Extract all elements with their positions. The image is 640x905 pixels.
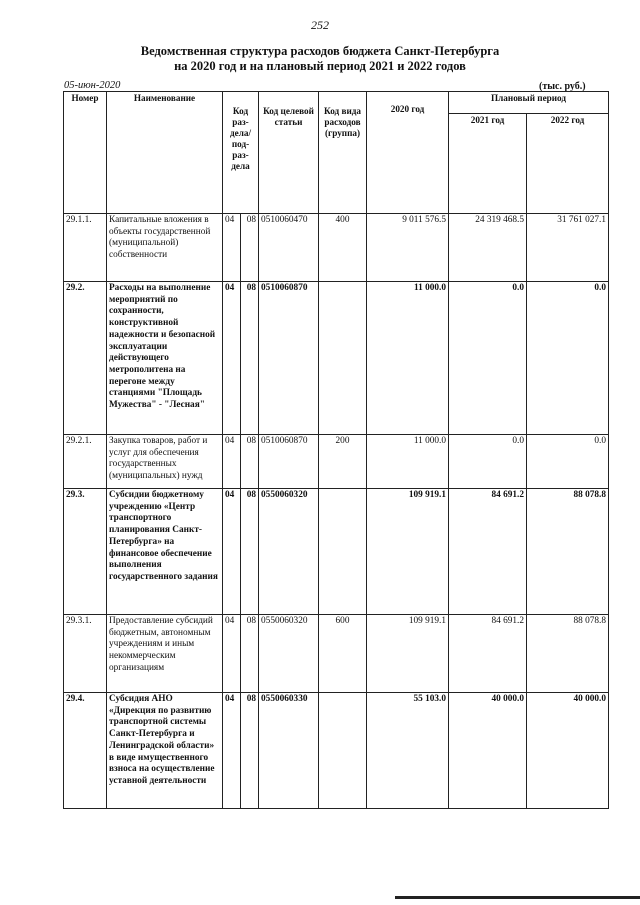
table-row	[64, 435, 609, 489]
row-expense-type	[319, 489, 367, 615]
row-2020-value: 11 000.0	[367, 282, 449, 435]
row-name: Закупка товаров, работ и услуг для обеспечения государственных (муниципальных) нужд	[107, 435, 223, 489]
row-number: 29.4.	[64, 693, 107, 809]
row-subsection: 08	[241, 435, 259, 489]
header-planned-period: Плановый период	[449, 92, 609, 114]
row-target-code: 0510060470	[259, 214, 319, 282]
row-2021-value: 0.0	[449, 435, 527, 489]
row-2021-value: 0.0	[449, 282, 527, 435]
row-section: 04	[223, 693, 241, 809]
row-target-code: 0550060320	[259, 489, 319, 615]
title-line-1: Ведомственная структура расходов бюджета Санкт-Петербурга	[140, 44, 500, 58]
row-2022-value: 0.0	[527, 282, 609, 435]
row-subsection: 08	[241, 282, 259, 435]
title-line-2: на 2020 год и на плановый период 2021 и 2022 годов	[174, 59, 466, 73]
row-name: Субсидия АНО «Дирекция по развитию транспортной системы Санкт-Петербурга и Ленинградской области» в виде имущественного взноса на осуществление уставной деятельности	[107, 693, 223, 809]
row-2021-value: 84 691.2	[449, 615, 527, 693]
page-number: 252	[311, 18, 329, 32]
row-number: 29.3.	[64, 489, 107, 615]
row-name: Расходы на выполнение мероприятий по сохранности, конструктивной надежности и безопасной эксплуатации действующего метрополитена на перегоне между станциями "Площадь Мужества" - "Лесная"	[107, 282, 223, 435]
row-section: 04	[223, 214, 241, 282]
row-2022-value: 0.0	[527, 435, 609, 489]
row-2021-value: 24 319 468.5	[449, 214, 527, 282]
table-row	[64, 214, 609, 282]
row-expense-type: 200	[319, 435, 367, 489]
header-section-code: Код раз-дела/ под-раз-дела	[223, 92, 259, 214]
row-number: 29.3.1.	[64, 615, 107, 693]
row-section: 04	[223, 282, 241, 435]
row-2022-value: 40 000.0	[527, 693, 609, 809]
table-row	[64, 282, 609, 435]
report-date: 05-июн-2020	[64, 80, 121, 91]
table-row	[64, 693, 609, 809]
row-2020-value: 9 011 576.5	[367, 214, 449, 282]
row-section: 04	[223, 489, 241, 615]
budget-table	[63, 91, 609, 809]
row-section: 04	[223, 615, 241, 693]
row-2022-value: 88 078.8	[527, 489, 609, 615]
header-2021: 2021 год	[449, 114, 527, 214]
row-target-code: 0550060320	[259, 615, 319, 693]
row-2020-value: 109 919.1	[367, 615, 449, 693]
row-subsection: 08	[241, 489, 259, 615]
header-name: Наименование	[107, 92, 223, 214]
header-target-code: Код целевой статьи	[259, 92, 319, 214]
row-2021-value: 84 691.2	[449, 489, 527, 615]
table-row	[64, 615, 609, 693]
row-expense-type: 600	[319, 615, 367, 693]
row-expense-type	[319, 693, 367, 809]
row-section: 04	[223, 435, 241, 489]
row-2020-value: 55 103.0	[367, 693, 449, 809]
row-number: 29.1.1.	[64, 214, 107, 282]
row-2022-value: 31 761 027.1	[527, 214, 609, 282]
page-title	[60, 44, 580, 74]
scan-edge-line	[395, 896, 640, 899]
row-subsection: 08	[241, 214, 259, 282]
row-2020-value: 11 000.0	[367, 435, 449, 489]
row-number: 29.2.	[64, 282, 107, 435]
header-expense-type: Код вида расходов (группа)	[319, 92, 367, 214]
row-target-code: 0510060870	[259, 435, 319, 489]
row-subsection: 08	[241, 693, 259, 809]
row-name: Субсидии бюджетному учреждению «Центр транспортного планирования Санкт-Петербурга» на финансовое обеспечение выполнения государственного задания	[107, 489, 223, 615]
row-subsection: 08	[241, 615, 259, 693]
row-2022-value: 88 078.8	[527, 615, 609, 693]
row-expense-type: 400	[319, 214, 367, 282]
table-row	[64, 489, 609, 615]
header-2020: 2020 год	[367, 92, 449, 214]
row-name: Капитальные вложения в объекты государственной (муниципальной) собственности	[107, 214, 223, 282]
row-target-code: 0550060330	[259, 693, 319, 809]
header-2022: 2022 год	[527, 114, 609, 214]
row-2021-value: 40 000.0	[449, 693, 527, 809]
row-2020-value: 109 919.1	[367, 489, 449, 615]
header-number: Номер	[64, 92, 107, 214]
row-number: 29.2.1.	[64, 435, 107, 489]
row-expense-type	[319, 282, 367, 435]
row-target-code: 0510060870	[259, 282, 319, 435]
row-name: Предоставление субсидий бюджетным, автономным учреждениям и иным некоммерческим организациям	[107, 615, 223, 693]
units-label: (тыс. руб.)	[539, 81, 586, 92]
